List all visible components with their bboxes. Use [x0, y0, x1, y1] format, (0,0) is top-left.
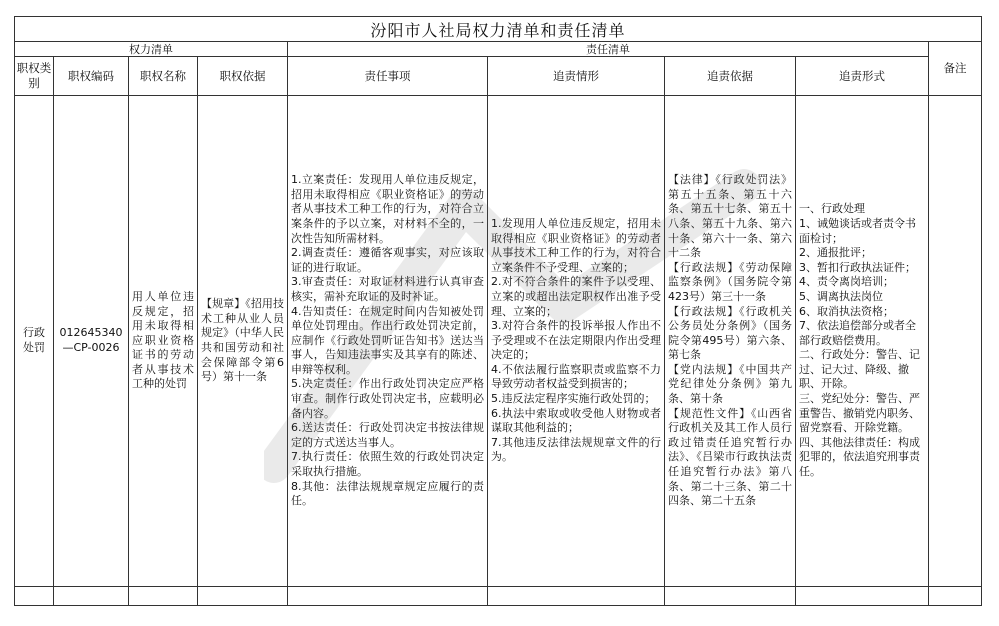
power-list-header: 权力清单 [15, 42, 288, 57]
duty-item: 2.调查责任：遵循客观事实，对应该取证的进行取证。 [291, 246, 484, 274]
basis-item: 【党内法规】《中国共产党纪律处分条例》第九条、第十条 [668, 362, 792, 406]
accountability-forms-header: 追责形式 [796, 57, 929, 96]
duties-cell [288, 96, 488, 587]
responsibility-list-header: 责任清单 [288, 42, 929, 57]
empty-cell [488, 587, 665, 606]
name-text: 用人单位违反规定，招用未取得相应职业资格证书的劳动者从事技术工种的处罚 [132, 289, 194, 391]
empty-cell [54, 587, 129, 606]
basis-item: 【行政法规】《行政机关公务员处分条例》（国务院令第495号）第六条、第七条 [668, 304, 792, 362]
code-cell [54, 96, 129, 587]
form-item: 四、其他法律责任：构成犯罪的，依法追究刑事责任。 [799, 435, 920, 479]
empty-cell [665, 587, 796, 606]
page-title: 汾阳市人社局权力清单和责任清单 [15, 17, 982, 42]
accountability-forms-cell [796, 96, 929, 587]
form-item: 三、党纪处分：警告、严重警告、撤销党内职务、留党察看、开除党籍。 [799, 392, 920, 435]
accountability-basis-list [665, 171, 795, 511]
accountability-basis-cell [665, 96, 796, 587]
remarks-text [929, 339, 981, 343]
case-item: 2.对不符合条件的案件予以受理、立案的或超出法定职权作出准予受理、立案的； [491, 275, 661, 318]
empty-cell [288, 587, 488, 606]
duty-item: 3.审查责任：对取证材料进行认真审查核实，需补充取证的及时补证。 [291, 275, 484, 303]
duty-item: 6.送达责任：行政处罚决定书按法律规定的方式送达当事人。 [291, 421, 484, 449]
duty-item: 1.立案责任：发现用人单位违反规定，招用未取得相应《职业资格证》的劳动者从事技术工种工作的行为，对符合立案条件的予以立案，对材料不全的，一次性告知所需材料。 [291, 173, 484, 245]
basis-header: 职权依据 [198, 57, 288, 96]
duty-item: 4.告知责任：在规定时间内告知被处罚单位处罚理由。作出行政处罚决定前，应制作《行政处罚听证告知书》送达当事人，告知违法事实及其享有的陈述、申辩等权利。 [291, 304, 484, 376]
form-item: 6、取消执法资格； [799, 304, 894, 318]
duty-item: 5.决定责任：作出行政处罚决定应严格审查。制作行政处罚决定书，应载明必备内容。 [291, 377, 484, 420]
code-header: 职权编码 [54, 57, 129, 96]
basis-item: 【行政法规】《劳动保障监察条例》（国务院令第423号）第三十一条 [668, 260, 792, 303]
case-item: 7.其他违反法律法规规章文件的行为。 [491, 435, 661, 464]
responsibility-table [14, 16, 982, 606]
case-item: 1.发现用人单位违反规定，招用未取得相应《职业资格证》的劳动者从事技术工种工作的行为，对符合立案条件不予受理、立案的； [491, 216, 661, 274]
form-item: 4、责令离岗培训； [799, 275, 894, 289]
form-item: 1、诫勉谈话或者责令书面检讨； [799, 216, 916, 245]
accountability-cases-list [488, 215, 664, 467]
case-item: 3.对符合条件的投诉举报人作出不予受理或不在法定期限内作出受理决定的； [491, 319, 661, 362]
name-header: 职权名称 [129, 57, 198, 96]
duty-item: 8.其他：法律法规规章规定应履行的责任。 [291, 479, 484, 508]
form-item: 一、行政处理 [799, 202, 865, 216]
name-cell [129, 96, 198, 587]
document-sheet [14, 16, 981, 608]
basis-item: 【法律】《行政处罚法》第五十五条、第五十六条、第五十七条、第五十八条、第五十九条、第六十条、第六十一条、第六十二条 [668, 173, 792, 260]
duty-item: 7.执行责任：依照生效的行政处罚决定采取执行措施。 [291, 450, 484, 479]
form-item: 5、调离执法岗位 [799, 289, 883, 303]
category-text: 行政处罚 [23, 326, 45, 354]
empty-cell [796, 587, 929, 606]
accountability-cases-cell [488, 96, 665, 587]
accountability-basis-header: 追责依据 [665, 57, 796, 96]
category-cell [15, 96, 54, 587]
empty-cell [15, 587, 54, 606]
case-item: 6.执法中索取或收受他人财物或者谋取其他利益的； [491, 406, 661, 435]
remarks-header: 备注 [929, 42, 982, 96]
category-header: 职权类别 [15, 57, 54, 96]
empty-cell [929, 587, 982, 606]
accountability-cases-header: 追责情形 [488, 57, 665, 96]
form-item: 2、通报批评； [799, 246, 872, 260]
remarks-cell [929, 96, 982, 587]
basis-item: 【规范性文件】《山西省行政机关及其工作人员行政过错责任追究暂行办法》、《吕梁市行政执法责任追究暂行办法》第八条、第二十三条、第二十四条、第二十五条 [668, 406, 792, 508]
accountability-forms-list [796, 200, 928, 481]
empty-row [15, 587, 982, 606]
code-text: 012645340—CP-0026 [59, 326, 123, 354]
duties-list [288, 171, 487, 511]
case-item: 4.不依法履行监察职责或监察不力导致劳动者权益受到损害的； [491, 362, 661, 391]
empty-cell [198, 587, 288, 606]
basis-text: 【规章】《招用技术工种从业人员规定》（中华人民共和国劳动和社会保障部令第6号）第十一条 [201, 297, 284, 384]
basis-cell [198, 96, 288, 587]
case-item: 5.违反法定程序实施行政处罚的； [491, 392, 656, 406]
duties-header: 责任事项 [288, 57, 488, 96]
form-item: 7、依法追偿部分或者全部行政赔偿费用。 [799, 319, 916, 347]
empty-cell [129, 587, 198, 606]
form-item: 3、暂扣行政执法证件； [799, 260, 916, 274]
form-item: 二、行政处分：警告、记过、记大过、降级、撤职、开除。 [799, 348, 920, 391]
